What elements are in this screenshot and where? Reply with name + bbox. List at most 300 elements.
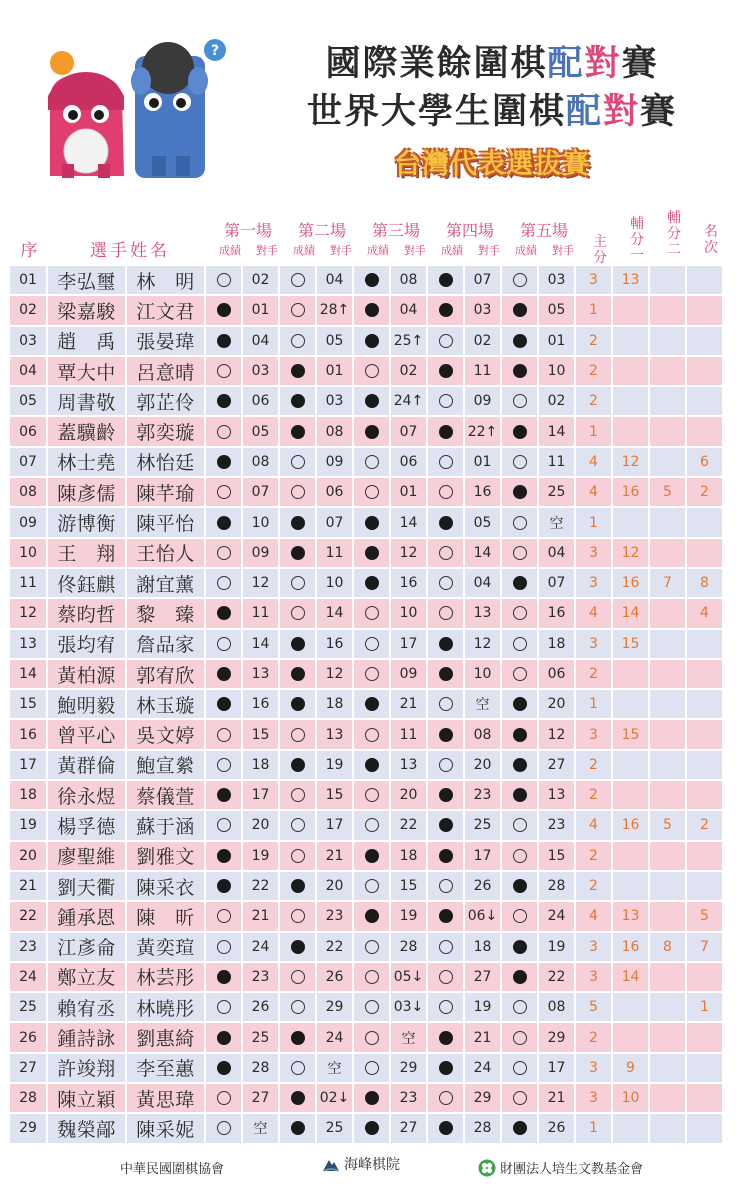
result-cell bbox=[428, 872, 463, 900]
opponent-cell: 18 bbox=[243, 751, 278, 779]
rank-cell bbox=[687, 1054, 722, 1082]
result-cell bbox=[354, 872, 389, 900]
opponent-cell: 05 bbox=[317, 327, 352, 355]
result-cell bbox=[428, 417, 463, 445]
result-cell bbox=[354, 417, 389, 445]
opponent-cell: 02 bbox=[539, 387, 574, 415]
tiebreak-2-cell bbox=[650, 508, 685, 536]
rank-cell bbox=[687, 690, 722, 718]
win-circle-icon bbox=[513, 667, 527, 681]
tiebreak-1-cell: 12 bbox=[613, 448, 648, 476]
win-circle-icon bbox=[513, 606, 527, 620]
result-cell bbox=[502, 963, 537, 991]
result-cell bbox=[280, 1023, 315, 1051]
loss-dot-icon bbox=[513, 1121, 527, 1135]
organizer-3-name: 財團法人培生文教基金會 bbox=[500, 1162, 644, 1177]
opponent-cell: 28↑ bbox=[317, 296, 352, 324]
win-circle-icon bbox=[217, 485, 231, 499]
loss-dot-icon bbox=[365, 303, 379, 317]
tiebreak-1-cell: 16 bbox=[613, 478, 648, 506]
tiebreak-1-cell bbox=[613, 690, 648, 718]
player-1-name: 李弘璽 bbox=[48, 266, 125, 294]
rank-cell bbox=[687, 1084, 722, 1112]
result-cell bbox=[280, 569, 315, 597]
tiebreak-2-cell bbox=[650, 357, 685, 385]
seq-cell: 27 bbox=[10, 1054, 46, 1082]
header-round-1: 第一場 bbox=[223, 221, 272, 240]
opponent-cell: 20 bbox=[317, 872, 352, 900]
opponent-cell: 26 bbox=[539, 1114, 574, 1142]
table-row bbox=[10, 872, 732, 902]
win-circle-icon bbox=[439, 485, 453, 499]
tiebreak-2-cell: 5 bbox=[650, 811, 685, 839]
seq-cell: 12 bbox=[10, 599, 46, 627]
tiebreak-2-cell bbox=[650, 963, 685, 991]
table-row bbox=[10, 1023, 732, 1053]
result-cell bbox=[502, 539, 537, 567]
result-cell bbox=[502, 933, 537, 961]
tiebreak-1-cell bbox=[613, 993, 648, 1021]
opponent-cell: 17 bbox=[539, 1054, 574, 1082]
loss-dot-icon bbox=[291, 879, 305, 893]
table-row bbox=[10, 448, 732, 478]
opponent-cell: 14 bbox=[465, 539, 500, 567]
loss-dot-icon bbox=[291, 546, 305, 560]
table-row bbox=[10, 327, 732, 357]
result-cell bbox=[428, 539, 463, 567]
win-circle-icon bbox=[291, 576, 305, 590]
result-cell bbox=[280, 751, 315, 779]
seq-cell: 11 bbox=[10, 569, 46, 597]
opponent-cell: 13 bbox=[391, 751, 426, 779]
table-row bbox=[10, 690, 732, 720]
result-cell bbox=[354, 599, 389, 627]
loss-dot-icon bbox=[365, 273, 379, 287]
opponent-cell: 27 bbox=[243, 1084, 278, 1112]
table-row bbox=[10, 508, 732, 538]
rank-cell bbox=[687, 630, 722, 658]
result-cell bbox=[354, 690, 389, 718]
result-cell bbox=[280, 690, 315, 718]
result-cell bbox=[428, 1023, 463, 1051]
opponent-cell: 14 bbox=[391, 508, 426, 536]
result-cell bbox=[354, 933, 389, 961]
rank-cell: 8 bbox=[687, 569, 722, 597]
rank-cell bbox=[687, 963, 722, 991]
table-row bbox=[10, 933, 732, 963]
opponent-cell: 18 bbox=[539, 630, 574, 658]
header-rank: 名次 bbox=[704, 224, 718, 256]
opponent-cell: 09 bbox=[317, 448, 352, 476]
opponent-cell: 26 bbox=[243, 993, 278, 1021]
opponent-cell: 23 bbox=[539, 811, 574, 839]
result-cell bbox=[206, 569, 241, 597]
player-2-name: 黃奕瑄 bbox=[127, 933, 204, 961]
result-cell bbox=[428, 842, 463, 870]
player-1-name: 曾平心 bbox=[48, 720, 125, 748]
opponent-cell: 22 bbox=[243, 872, 278, 900]
opponent-cell: 20 bbox=[243, 811, 278, 839]
player-1-name: 鍾詩詠 bbox=[48, 1023, 125, 1051]
opponent-cell: 22↑ bbox=[465, 417, 500, 445]
tiebreak-1-cell: 12 bbox=[613, 539, 648, 567]
player-1-name: 劉天衢 bbox=[48, 872, 125, 900]
win-circle-icon bbox=[439, 758, 453, 772]
result-cell bbox=[206, 327, 241, 355]
table-row bbox=[10, 842, 732, 872]
win-circle-icon bbox=[513, 1000, 527, 1014]
win-circle-icon bbox=[291, 485, 305, 499]
result-cell bbox=[428, 660, 463, 688]
tiebreak-2-cell bbox=[650, 993, 685, 1021]
rank-cell: 1 bbox=[687, 993, 722, 1021]
tiebreak-1-cell: 13 bbox=[613, 266, 648, 294]
header-tiebreak-2: 輔分二 bbox=[667, 210, 681, 258]
rank-cell bbox=[687, 357, 722, 385]
opponent-cell: 23 bbox=[243, 963, 278, 991]
result-cell bbox=[502, 1023, 537, 1051]
table-row bbox=[10, 660, 732, 690]
opponent-cell: 12 bbox=[243, 569, 278, 597]
opponent-cell: 12 bbox=[465, 630, 500, 658]
win-circle-icon bbox=[365, 879, 379, 893]
win-circle-icon bbox=[439, 697, 453, 711]
seq-cell: 02 bbox=[10, 296, 46, 324]
opponent-cell: 25 bbox=[317, 1114, 352, 1142]
player-1-name: 黃群倫 bbox=[48, 751, 125, 779]
tiebreak-1-cell bbox=[613, 781, 648, 809]
result-cell bbox=[354, 1054, 389, 1082]
tiebreak-2-cell bbox=[650, 296, 685, 324]
result-cell bbox=[502, 630, 537, 658]
result-cell bbox=[354, 1023, 389, 1051]
opponent-cell: 29 bbox=[539, 1023, 574, 1051]
rank-cell bbox=[687, 751, 722, 779]
title-line-2: 世界大學生圍棋配對賽 bbox=[306, 92, 678, 132]
opponent-cell: 14 bbox=[539, 417, 574, 445]
opponent-cell: 07 bbox=[243, 478, 278, 506]
main-score-cell: 3 bbox=[576, 266, 611, 294]
tiebreak-1-cell bbox=[613, 417, 648, 445]
loss-dot-icon bbox=[217, 516, 231, 530]
win-circle-icon bbox=[291, 909, 305, 923]
result-cell bbox=[354, 1114, 389, 1142]
header-opponent: 對手 bbox=[404, 244, 426, 257]
player-2-name: 林怡廷 bbox=[127, 448, 204, 476]
player-1-name: 覃大中 bbox=[48, 357, 125, 385]
player-2-name: 王怡人 bbox=[127, 539, 204, 567]
footer bbox=[0, 1152, 739, 1182]
loss-dot-icon bbox=[513, 334, 527, 348]
title-line-1: 國際業餘圍棋配對賽 bbox=[325, 44, 659, 84]
opponent-cell: 19 bbox=[391, 902, 426, 930]
result-cell bbox=[354, 539, 389, 567]
table-row bbox=[10, 902, 732, 932]
result-cell bbox=[502, 1084, 537, 1112]
opponent-cell: 23 bbox=[465, 781, 500, 809]
loss-dot-icon bbox=[365, 576, 379, 590]
opponent-cell: 03 bbox=[539, 266, 574, 294]
main-score-cell: 3 bbox=[576, 720, 611, 748]
opponent-cell: 11 bbox=[465, 357, 500, 385]
win-circle-icon bbox=[365, 940, 379, 954]
player-2-name: 李至蕙 bbox=[127, 1054, 204, 1082]
opponent-cell: 07 bbox=[465, 266, 500, 294]
opponent-cell: 01 bbox=[465, 448, 500, 476]
opponent-cell: 14 bbox=[243, 630, 278, 658]
player-2-name: 鮑宣縈 bbox=[127, 751, 204, 779]
result-cell bbox=[206, 508, 241, 536]
loss-dot-icon bbox=[291, 1031, 305, 1045]
main-score-cell: 2 bbox=[576, 660, 611, 688]
seq-cell: 10 bbox=[10, 539, 46, 567]
player-2-name: 陳采衣 bbox=[127, 872, 204, 900]
result-cell bbox=[206, 781, 241, 809]
tiebreak-2-cell bbox=[650, 690, 685, 718]
win-circle-icon bbox=[291, 970, 305, 984]
win-circle-icon bbox=[365, 364, 379, 378]
table-row bbox=[10, 1084, 732, 1114]
main-score-cell: 1 bbox=[576, 1114, 611, 1142]
seq-cell: 03 bbox=[10, 327, 46, 355]
table-row bbox=[10, 720, 732, 750]
opponent-cell: 27 bbox=[391, 1114, 426, 1142]
win-circle-icon bbox=[291, 728, 305, 742]
loss-dot-icon bbox=[291, 394, 305, 408]
loss-dot-icon bbox=[217, 849, 231, 863]
result-cell bbox=[428, 387, 463, 415]
player-1-name: 王 翔 bbox=[48, 539, 125, 567]
result-cell bbox=[280, 811, 315, 839]
result-cell bbox=[428, 508, 463, 536]
result-cell bbox=[428, 448, 463, 476]
opponent-cell: 16 bbox=[465, 478, 500, 506]
result-cell bbox=[280, 448, 315, 476]
tiebreak-1-cell bbox=[613, 1114, 648, 1142]
player-1-name: 賴宥丞 bbox=[48, 993, 125, 1021]
player-1-name: 陳立穎 bbox=[48, 1084, 125, 1112]
main-score-cell: 1 bbox=[576, 690, 611, 718]
header-opponent: 對手 bbox=[478, 244, 500, 257]
main-score-cell: 3 bbox=[576, 539, 611, 567]
result-cell bbox=[354, 630, 389, 658]
opponent-cell: 21 bbox=[243, 902, 278, 930]
result-cell bbox=[280, 933, 315, 961]
result-cell bbox=[502, 902, 537, 930]
main-score-cell: 4 bbox=[576, 448, 611, 476]
result-cell bbox=[280, 296, 315, 324]
main-score-cell: 2 bbox=[576, 357, 611, 385]
opponent-cell: 13 bbox=[317, 720, 352, 748]
result-cell bbox=[354, 448, 389, 476]
player-2-name: 劉雅文 bbox=[127, 842, 204, 870]
win-circle-icon bbox=[217, 940, 231, 954]
opponent-cell: 21 bbox=[391, 690, 426, 718]
win-circle-icon bbox=[439, 879, 453, 893]
table-row bbox=[10, 1054, 732, 1084]
opponent-cell: 02 bbox=[465, 327, 500, 355]
loss-dot-icon bbox=[365, 1121, 379, 1135]
opponent-cell: 空 bbox=[243, 1114, 278, 1142]
result-cell bbox=[206, 478, 241, 506]
loss-dot-icon bbox=[217, 1061, 231, 1075]
result-cell bbox=[428, 296, 463, 324]
result-cell bbox=[354, 569, 389, 597]
result-cell bbox=[502, 599, 537, 627]
opponent-cell: 19 bbox=[539, 933, 574, 961]
win-circle-icon bbox=[217, 273, 231, 287]
win-circle-icon bbox=[217, 758, 231, 772]
win-circle-icon bbox=[439, 546, 453, 560]
opponent-cell: 15 bbox=[243, 720, 278, 748]
result-cell bbox=[502, 327, 537, 355]
opponent-cell: 06 bbox=[317, 478, 352, 506]
main-score-cell: 2 bbox=[576, 751, 611, 779]
player-2-name: 吳文婷 bbox=[127, 720, 204, 748]
result-cell bbox=[280, 387, 315, 415]
organizer-3 bbox=[478, 1158, 643, 1177]
result-cell bbox=[206, 630, 241, 658]
opponent-cell: 14 bbox=[317, 599, 352, 627]
opponent-cell: 11 bbox=[243, 599, 278, 627]
title-block bbox=[262, 40, 722, 181]
win-circle-icon bbox=[217, 818, 231, 832]
rank-cell bbox=[687, 266, 722, 294]
tiebreak-1-cell bbox=[613, 357, 648, 385]
result-cell bbox=[354, 811, 389, 839]
rank-cell bbox=[687, 1023, 722, 1051]
main-score-cell: 2 bbox=[576, 387, 611, 415]
result-cell bbox=[502, 660, 537, 688]
result-cell bbox=[502, 478, 537, 506]
win-circle-icon bbox=[439, 1000, 453, 1014]
opponent-cell: 23 bbox=[391, 1084, 426, 1112]
result-cell bbox=[428, 1114, 463, 1142]
main-score-cell: 3 bbox=[576, 933, 611, 961]
result-cell bbox=[206, 751, 241, 779]
result-cell bbox=[428, 993, 463, 1021]
player-1-name: 張均宥 bbox=[48, 630, 125, 658]
tiebreak-1-cell bbox=[613, 872, 648, 900]
result-cell bbox=[280, 872, 315, 900]
opponent-cell: 03 bbox=[243, 357, 278, 385]
header-name: 選手姓名 bbox=[90, 241, 170, 261]
player-2-name: 張晏瑋 bbox=[127, 327, 204, 355]
opponent-cell: 18 bbox=[391, 842, 426, 870]
result-cell bbox=[354, 963, 389, 991]
player-1-name: 鄭立友 bbox=[48, 963, 125, 991]
opponent-cell: 04 bbox=[539, 539, 574, 567]
main-score-cell: 3 bbox=[576, 963, 611, 991]
player-2-name: 劉惠綺 bbox=[127, 1023, 204, 1051]
win-circle-icon bbox=[365, 1061, 379, 1075]
organizer-1: 中華民國圍棋協會 bbox=[120, 1162, 225, 1177]
opponent-cell: 13 bbox=[243, 660, 278, 688]
table-row bbox=[10, 993, 732, 1023]
result-cell bbox=[280, 539, 315, 567]
tiebreak-2-cell bbox=[650, 1054, 685, 1082]
result-cell bbox=[502, 1054, 537, 1082]
header-result: 成績 bbox=[219, 244, 241, 257]
opponent-cell: 02↓ bbox=[317, 1084, 352, 1112]
result-cell bbox=[206, 933, 241, 961]
tiebreak-1-cell bbox=[613, 842, 648, 870]
opponent-cell: 08 bbox=[317, 417, 352, 445]
result-cell bbox=[502, 720, 537, 748]
result-cell bbox=[206, 266, 241, 294]
opponent-cell: 01 bbox=[317, 357, 352, 385]
rank-cell bbox=[687, 387, 722, 415]
opponent-cell: 28 bbox=[465, 1114, 500, 1142]
loss-dot-icon bbox=[217, 970, 231, 984]
opponent-cell: 19 bbox=[317, 751, 352, 779]
loss-dot-icon bbox=[217, 788, 231, 802]
loss-dot-icon bbox=[439, 1061, 453, 1075]
opponent-cell: 16 bbox=[243, 690, 278, 718]
result-cell bbox=[206, 963, 241, 991]
main-score-cell: 2 bbox=[576, 842, 611, 870]
opponent-cell: 13 bbox=[539, 781, 574, 809]
result-cell bbox=[428, 781, 463, 809]
opponent-cell: 19 bbox=[243, 842, 278, 870]
opponent-cell: 12 bbox=[317, 660, 352, 688]
win-circle-icon bbox=[217, 364, 231, 378]
player-2-name: 陳芊瑜 bbox=[127, 478, 204, 506]
opponent-cell: 06 bbox=[243, 387, 278, 415]
tiebreak-2-cell bbox=[650, 1084, 685, 1112]
main-score-cell: 2 bbox=[576, 781, 611, 809]
result-cell bbox=[280, 630, 315, 658]
result-cell bbox=[502, 842, 537, 870]
loss-dot-icon bbox=[439, 818, 453, 832]
loss-dot-icon bbox=[513, 576, 527, 590]
result-cell bbox=[502, 266, 537, 294]
player-2-name: 郭宥欣 bbox=[127, 660, 204, 688]
opponent-cell: 09 bbox=[243, 539, 278, 567]
win-circle-icon bbox=[513, 637, 527, 651]
tiebreak-2-cell bbox=[650, 720, 685, 748]
seq-cell: 05 bbox=[10, 387, 46, 415]
table-row bbox=[10, 266, 732, 296]
table-header bbox=[10, 210, 732, 266]
result-cell bbox=[354, 266, 389, 294]
opponent-cell: 08 bbox=[539, 993, 574, 1021]
result-cell bbox=[354, 296, 389, 324]
rank-cell bbox=[687, 1114, 722, 1142]
main-score-cell: 3 bbox=[576, 569, 611, 597]
win-circle-icon bbox=[439, 455, 453, 469]
tiebreak-2-cell bbox=[650, 872, 685, 900]
loss-dot-icon bbox=[217, 667, 231, 681]
loss-dot-icon bbox=[513, 364, 527, 378]
result-cell bbox=[428, 1054, 463, 1082]
main-score-cell: 2 bbox=[576, 1023, 611, 1051]
tiebreak-2-cell bbox=[650, 842, 685, 870]
opponent-cell: 17 bbox=[465, 842, 500, 870]
tiebreak-2-cell: 5 bbox=[650, 478, 685, 506]
main-score-cell: 4 bbox=[576, 902, 611, 930]
player-2-name: 江文君 bbox=[127, 296, 204, 324]
result-cell bbox=[502, 751, 537, 779]
rank-cell bbox=[687, 327, 722, 355]
tiebreak-1-cell: 10 bbox=[613, 1084, 648, 1112]
opponent-cell: 10 bbox=[317, 569, 352, 597]
win-circle-icon bbox=[217, 1000, 231, 1014]
loss-dot-icon bbox=[439, 667, 453, 681]
result-cell bbox=[280, 357, 315, 385]
result-cell bbox=[280, 417, 315, 445]
table-row bbox=[10, 1114, 732, 1144]
